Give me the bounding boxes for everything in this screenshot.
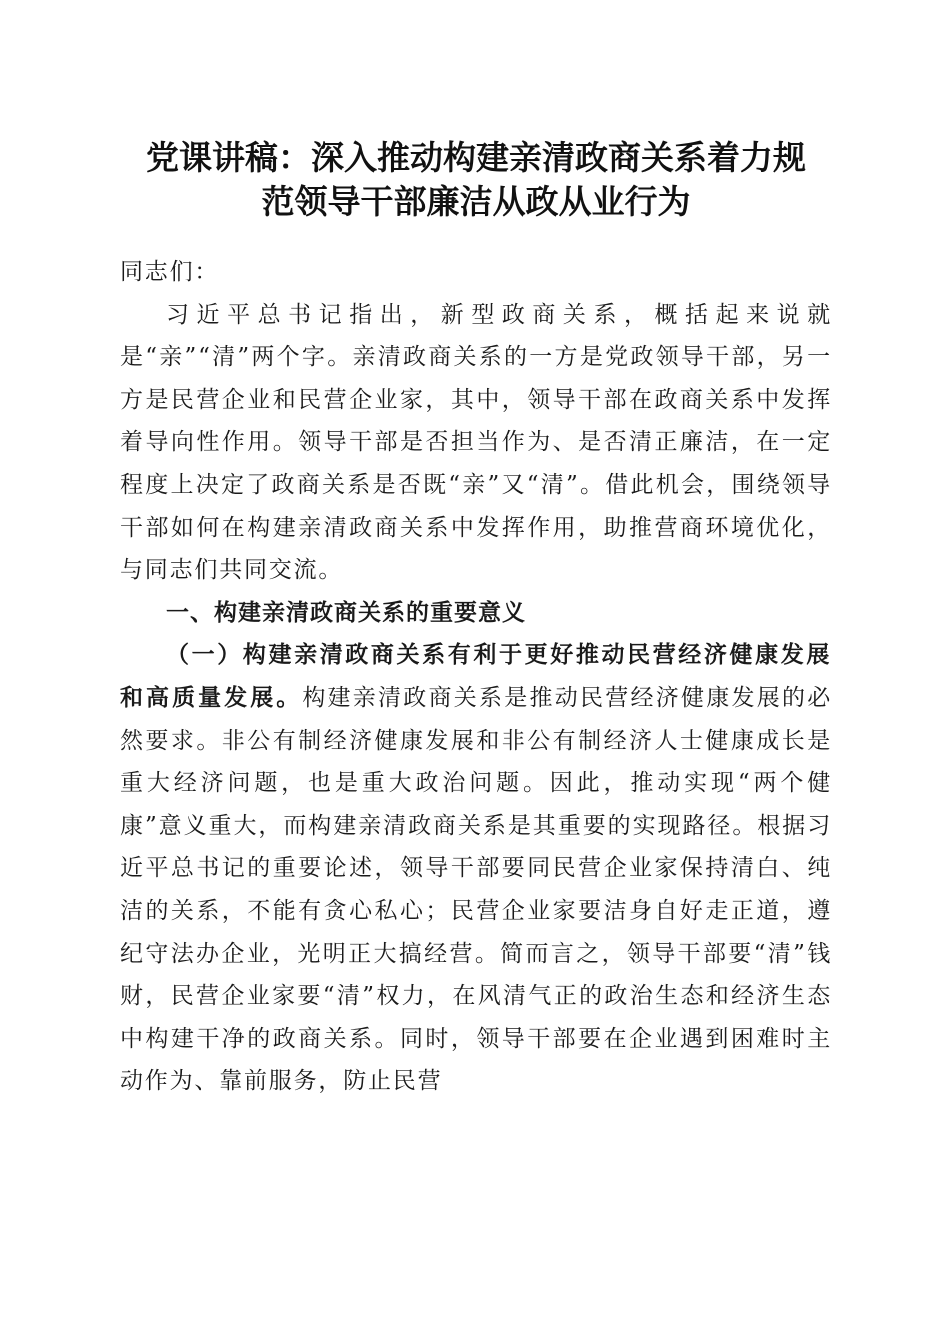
intro-paragraph: 习近平总书记指出，新型政商关系，概括起来说就是“亲”“清”两个字。亲清政商关系的一方是党政领导干部，另一方是民营企业和民营企业家，其中，领导干部在政商关系中发挥着导向性作用。领导干部是否担当作为、是否清正廉洁，在一定程度上决定了政商关系是否既“亲”又“清”。借此机会，围绕领导干部如何在构建亲清政商关系中发挥作用，助推营商环境优化，与同志们共同交流。 xyxy=(120,301,832,584)
document-page xyxy=(120,0,832,1095)
document-title xyxy=(120,0,832,224)
subsection-lead-1: （一）构建亲清政商关系有利于更好推动民营经济健康发展和高质量发展。 xyxy=(120,642,832,711)
section-heading-1: 一、构建亲清政商关系的重要意义 xyxy=(166,599,526,626)
subsection-paragraph-1 xyxy=(120,634,832,1103)
document-body xyxy=(120,251,832,1103)
salutation: 同志们： xyxy=(120,259,220,285)
title-line-1: 党课讲稿：深入推动构建亲清政商关系着力规 xyxy=(146,138,806,177)
title-line-2: 范领导干部廉洁从政从业行为 xyxy=(261,182,691,221)
subsection-body-1: 构建亲清政商关系是推动民营经济健康发展的必然要求。非公有制经济健康发展和非公有制经济人士健康成长是重大经济问题，也是重大政治问题。因此，推动实现“两个健康”意义重大，而构建亲清政商关系是其重要的实现路径。根据习近平总书记的重要论述，领导干部要同民营企业家保持清白、纯洁的关系，不能有贪心私心；民营企业家要洁身自好走正道，遵纪守法办企业，光明正大搞经营。简而言之，领导干部要“清”钱财，民营企业家要“清”权力，在风清气正的政治生态和经济生态中构建干净的政商关系。同时，领导干部要在企业遇到困难时主动作为、靠前服务，防止民营 xyxy=(120,684,832,1095)
